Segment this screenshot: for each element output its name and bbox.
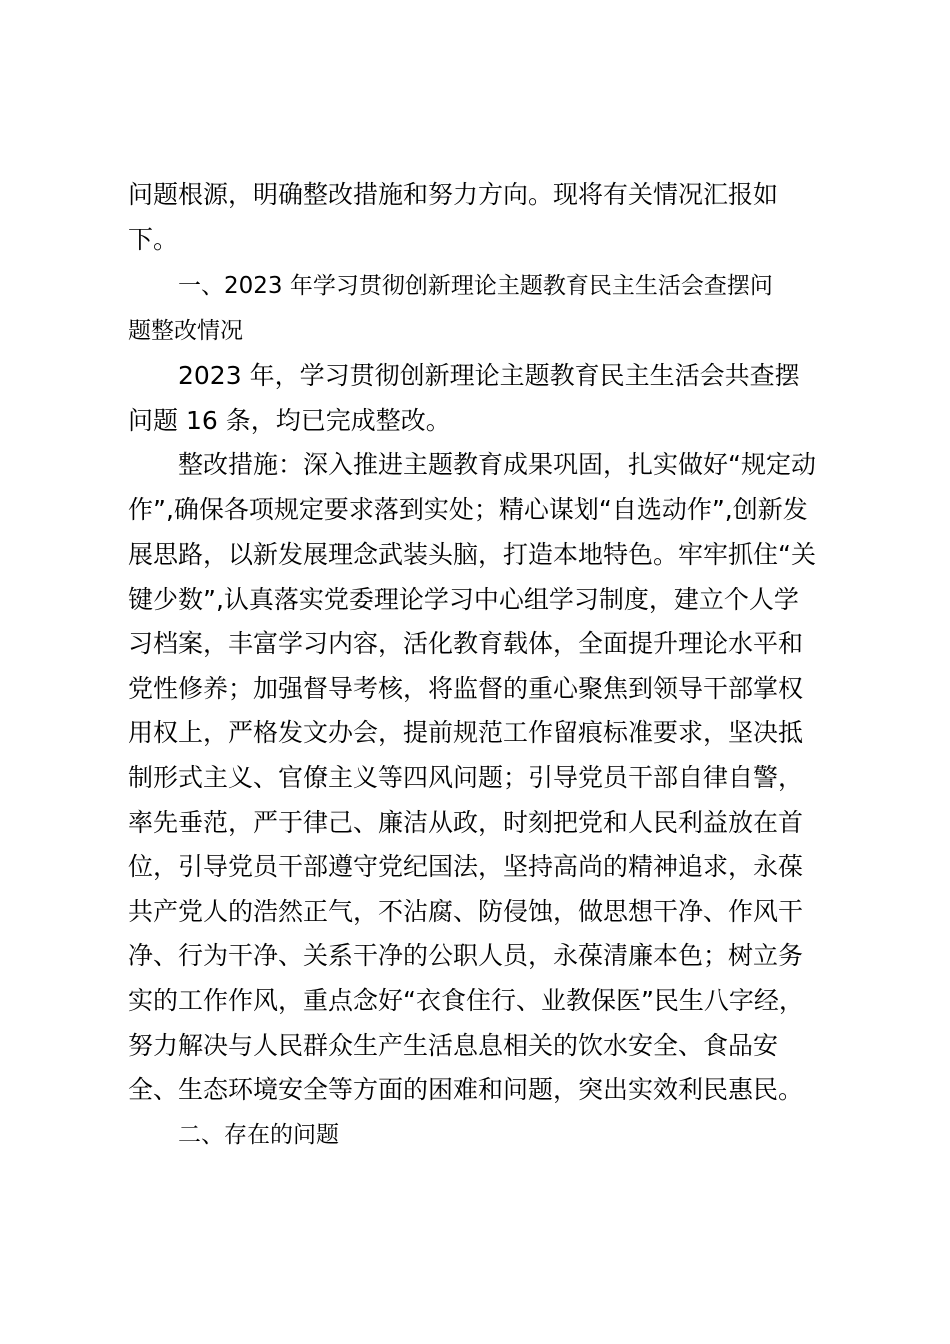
paragraph-line: 净、行为干净、关系干净的公职人员，永葆清廉本色；树立务 — [128, 941, 804, 970]
paragraph-line: 率先垂范，严于律己、廉洁从政，时刻把党和人民利益放在首 — [128, 808, 804, 837]
paragraph-line: 实的工作作风，重点念好“衣食住行、业教保医”民生八字经， — [128, 986, 804, 1015]
paragraph-line: 全、生态环境安全等方面的困难和问题，突出实效利民惠民。 — [128, 1075, 804, 1104]
paragraph-line: 作”,确保各项规定要求落到实处；精心谋划“自选动作”,创新发 — [128, 495, 808, 524]
section-heading: 题整改情况 — [128, 318, 243, 344]
section-heading: 一、2023 年学习贯彻创新理论主题教育民主生活会查摆问 — [178, 273, 773, 299]
paragraph-line: 问题根源，明确整改措施和努力方向。现将有关情况汇报如 — [128, 180, 779, 209]
section-heading: 二、存在的问题 — [178, 1122, 339, 1148]
paragraph-line: 努力解决与人民群众生产生活息息相关的饮水安全、食品安 — [128, 1031, 779, 1060]
paragraph-line: 键少数”,认真落实党委理论学习中心组学习制度，建立个人学 — [128, 585, 799, 614]
paragraph-line: 整改措施：深入推进主题教育成果巩固，扎实做好“规定动 — [178, 450, 816, 479]
paragraph-line: 问题 16 条，均已完成整改。 — [128, 406, 451, 435]
paragraph-line: 展思路，以新发展理念武装头脑，打造本地特色。牢牢抓住“关 — [128, 540, 816, 569]
paragraph-line: 习档案，丰富学习内容，活化教育载体，全面提升理论水平和 — [128, 629, 804, 658]
paragraph-line: 共产党人的浩然正气，不沾腐、防侵蚀，做思想干净、作风干 — [128, 897, 804, 926]
paragraph-line: 2023 年，学习贯彻创新理论主题教育民主生活会共查摆 — [178, 361, 800, 390]
paragraph-line: 用权上，严格发文办会，提前规范工作留痕标准要求，坚决抵 — [128, 718, 804, 747]
paragraph-line: 制形式主义、官僚主义等四风问题；引导党员干部自律自警， — [128, 763, 804, 792]
paragraph-line: 下。 — [128, 225, 179, 254]
paragraph-line: 位，引导党员干部遵守党纪国法，坚持高尚的精神追求，永葆 — [128, 852, 804, 881]
paragraph-line: 党性修养；加强督导考核，将监督的重心聚焦到领导干部掌权 — [128, 674, 804, 703]
